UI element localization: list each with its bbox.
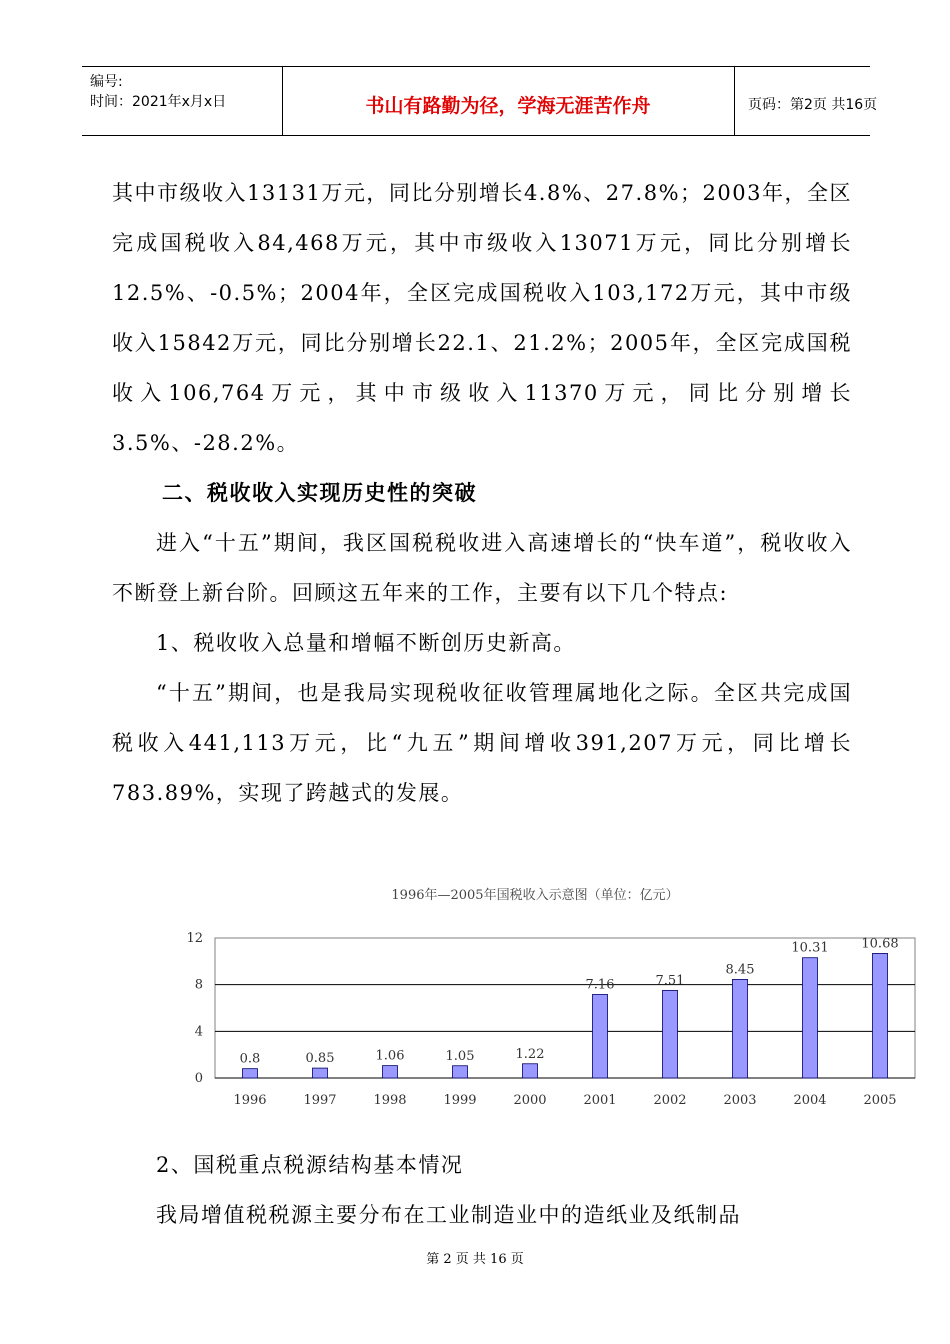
chart-x-tick-label: 2004	[793, 1093, 827, 1108]
header-info-cell	[82, 67, 283, 135]
document-number-label: 编号:	[90, 74, 123, 90]
paragraph-point-1: 1、税收收入总量和增幅不断创历史新高。	[156, 631, 576, 655]
chart-data-label: 7.16	[585, 977, 615, 993]
revenue-bar-chart	[160, 910, 940, 1130]
chart-x-tick-label: 1999	[443, 1093, 477, 1108]
chart-x-tick-label: 2005	[863, 1093, 897, 1108]
paragraph-point-2: 2、国税重点税源结构基本情况	[156, 1153, 464, 1177]
page-footer: 第 2 页 共 16 页	[426, 1252, 524, 1267]
chart-data-label: 7.51	[655, 973, 685, 989]
chart-x-tick-label: 2001	[583, 1093, 617, 1108]
chart-x-tick-label: 1996	[233, 1093, 267, 1108]
document-time-label: 时间：2021年x月x日	[90, 94, 227, 110]
header-motto-cell	[282, 67, 735, 135]
chart-bar	[243, 1069, 258, 1078]
chart-bar	[733, 979, 748, 1078]
chart-data-label: 8.45	[725, 962, 755, 978]
chart-data-label: 1.06	[375, 1048, 405, 1064]
chart-y-ticks	[186, 931, 203, 1086]
chart-y-tick-label: 4	[194, 1024, 203, 1040]
chart-y-tick-label: 8	[194, 977, 203, 993]
chart-title: 1996年—2005年国税收入示意图（单位：亿元）	[391, 888, 679, 903]
chart-bar	[873, 953, 888, 1078]
chart-x-tick-label: 2000	[513, 1093, 547, 1108]
chart-x-ticks	[233, 1093, 896, 1108]
chart-bar	[803, 958, 818, 1078]
chart-data-label: 10.31	[791, 940, 829, 956]
chart-bar	[453, 1066, 468, 1078]
header-motto: 书山有路勤为径，学海无涯苦作舟	[365, 95, 651, 117]
header-page-info: 页码：第2页 共16页	[748, 97, 878, 113]
chart-x-tick-label: 2002	[653, 1093, 687, 1108]
paragraph-point-2-detail: 我局增值税税源主要分布在工业制造业中的造纸业及纸制品	[156, 1203, 741, 1227]
lower-text	[112, 1140, 852, 1240]
chart-data-label: 0.8	[239, 1051, 261, 1067]
chart-bar	[523, 1064, 538, 1078]
chart-x-tick-label: 2003	[723, 1093, 757, 1108]
chart-data-label: 10.68	[861, 936, 899, 952]
body-text	[112, 168, 852, 818]
page-header	[82, 66, 878, 136]
chart-data-labels	[240, 936, 899, 1066]
chart-data-label: 1.22	[515, 1046, 545, 1062]
chart-x-tick-label: 1997	[303, 1093, 337, 1108]
chart-data-label: 1.05	[445, 1048, 475, 1064]
header-page-cell	[734, 67, 878, 135]
section-heading: 二、税收收入实现历史性的突破	[162, 481, 477, 505]
chart-y-tick-label: 0	[194, 1071, 203, 1086]
chart-y-tick-label: 12	[186, 931, 203, 946]
chart-bar	[593, 994, 608, 1078]
chart-bar	[313, 1068, 328, 1078]
chart-bar	[663, 990, 678, 1078]
chart-bars	[243, 953, 888, 1078]
paragraph-intro: 进入“十五”期间，我区国税税收进入高速增长的“快车道”，税收收入不断登上新台阶。回顾这五年来的工作，主要有以下几个特点:	[112, 531, 852, 605]
chart-x-tick-label: 1998	[373, 1093, 407, 1108]
chart-bar	[383, 1066, 398, 1078]
paragraph-revenue-stats: 其中市级收入13131万元，同比分别增长4.8%、27.8%；2003年，全区完成国税收入84,468万元，其中市级收入13071万元，同比分别增长12.5%、-0.5%；2004年，全区完成国税收入103,172万元，其中市级收入15842万元，同比分别增长22.1、21.2%；2005年，全区完成国税收入106,764万元，其中市级收入11370万元，同比分别增长3.5%、-28.2%。	[112, 181, 852, 455]
chart-data-label: 0.85	[305, 1051, 335, 1067]
paragraph-point-1-detail: “十五”期间，也是我局实现税收征收管理属地化之际。全区共完成国税收入441,113万元，比“九五”期间增收391,207万元，同比增长783.89%，实现了跨越式的发展。	[112, 681, 852, 805]
